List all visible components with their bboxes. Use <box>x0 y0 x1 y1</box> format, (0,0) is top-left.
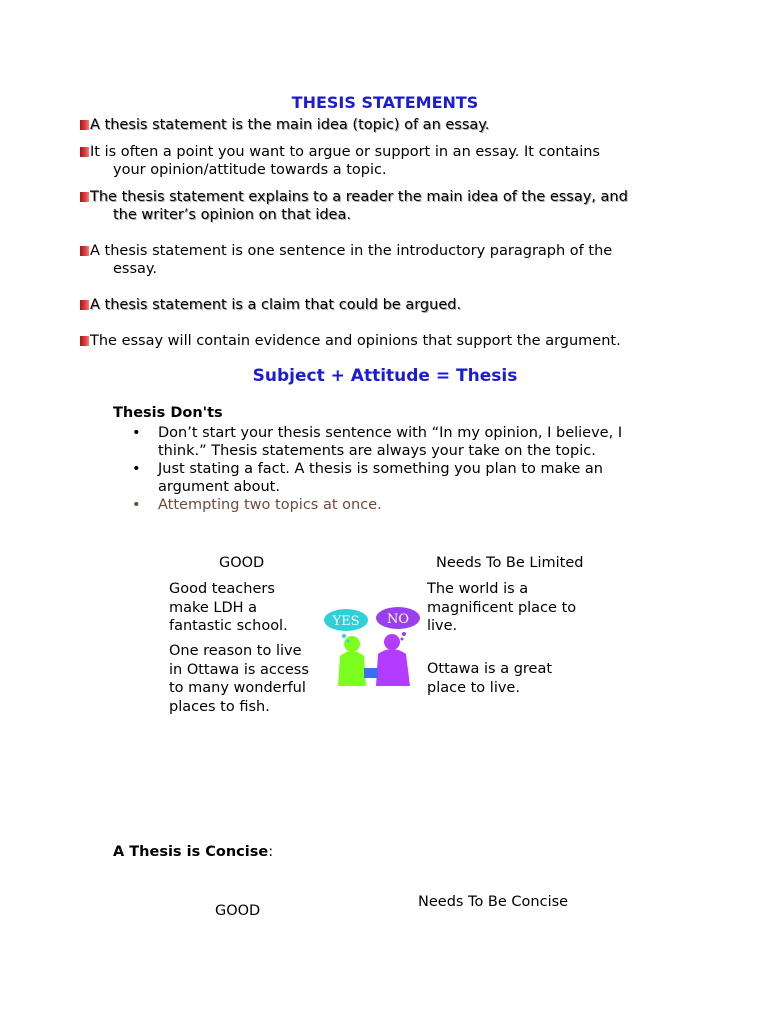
bullet-dot: • <box>132 461 141 477</box>
donts-list <box>132 424 652 514</box>
yes-label: YES <box>332 614 360 629</box>
item-line: argument about. <box>158 479 280 495</box>
bullet-icon <box>80 300 89 310</box>
good-example-1 <box>169 580 329 636</box>
point-line: your opinion/attitude towards a topic. <box>113 162 387 178</box>
no-figure <box>376 634 410 686</box>
point-3 <box>80 188 680 224</box>
point-text <box>80 143 680 179</box>
limited-example-2 <box>427 660 597 697</box>
list-item <box>132 496 652 514</box>
point-text: A thesis statement is a claim that could be argued. <box>90 297 462 313</box>
bullet-icon <box>80 336 89 346</box>
bullet-icon <box>80 147 89 157</box>
limited-heading: Needs To Be Limited <box>436 555 584 571</box>
point-6 <box>80 332 680 350</box>
example-line: in Ottawa is access <box>169 661 309 678</box>
item-line: think.” Thesis statements are always your take on the topic. <box>158 443 596 459</box>
bullet-dot: • <box>132 425 141 441</box>
concise-heading <box>113 844 273 860</box>
point-line: It is often a point you want to argue or support in an essay. It contains <box>90 144 600 160</box>
point-text: A thesis statement is the main idea (topic) of an essay. <box>90 117 490 133</box>
example-line: to many wonderful <box>169 680 306 696</box>
no-label: NO <box>386 612 410 627</box>
example-line: One reason to live <box>169 643 302 659</box>
example-line: make LDH a <box>169 599 258 616</box>
point-line: the writer’s opinion on that idea. <box>113 207 351 223</box>
limited-example-1 <box>427 580 597 636</box>
example-line: places to fish. <box>169 698 270 715</box>
example-line: place to live. <box>427 679 520 696</box>
point-text <box>80 188 680 224</box>
item-line: Just stating a fact. A thesis is something you plan to make an <box>158 461 603 477</box>
point-2 <box>80 143 680 179</box>
example-line: magnificent place to <box>427 599 577 616</box>
yes-figure <box>338 636 366 686</box>
good-heading: GOOD <box>219 555 265 571</box>
point-line: The thesis statement explains to a reader the main idea of the essay, and <box>90 189 628 205</box>
bullet-dot: • <box>132 497 141 513</box>
item-line: Attempting two topics at once. <box>158 497 382 513</box>
point-4 <box>80 242 680 278</box>
example-line: fantastic school. <box>169 618 288 634</box>
example-line: Ottawa is a great <box>427 661 553 677</box>
point-line: essay. <box>113 261 158 277</box>
good-example-2 <box>169 642 329 716</box>
point-5 <box>80 296 680 314</box>
bullet-icon <box>80 192 89 202</box>
point-1 <box>80 116 680 134</box>
example-line: live. <box>427 618 458 634</box>
bullet-icon <box>80 120 89 130</box>
point-line: A thesis statement is one sentence in the introductory paragraph of the <box>90 243 613 259</box>
item-line: Don’t start your thesis sentence with “In my opinion, I believe, I <box>158 425 623 441</box>
example-line: Good teachers <box>169 581 275 597</box>
concise-good-heading: GOOD <box>215 903 261 919</box>
concise-heading-suffix: : <box>268 844 274 860</box>
example-line: The world is a <box>427 581 529 597</box>
thesis-formula: Subject + Attitude = Thesis <box>252 366 518 386</box>
bullet-icon <box>80 246 89 256</box>
concise-bad-heading: Needs To Be Concise <box>418 894 569 910</box>
point-text <box>80 242 680 278</box>
page-title: THESIS STATEMENTS <box>291 93 479 112</box>
list-item <box>132 460 652 496</box>
yes-no-figures-icon <box>322 606 422 690</box>
point-text: The essay will contain evidence and opinions that support the argument. <box>90 333 621 349</box>
concise-heading-text: A Thesis is Concise <box>113 844 269 860</box>
donts-heading: Thesis Don'ts <box>113 405 223 421</box>
list-item <box>132 424 652 460</box>
